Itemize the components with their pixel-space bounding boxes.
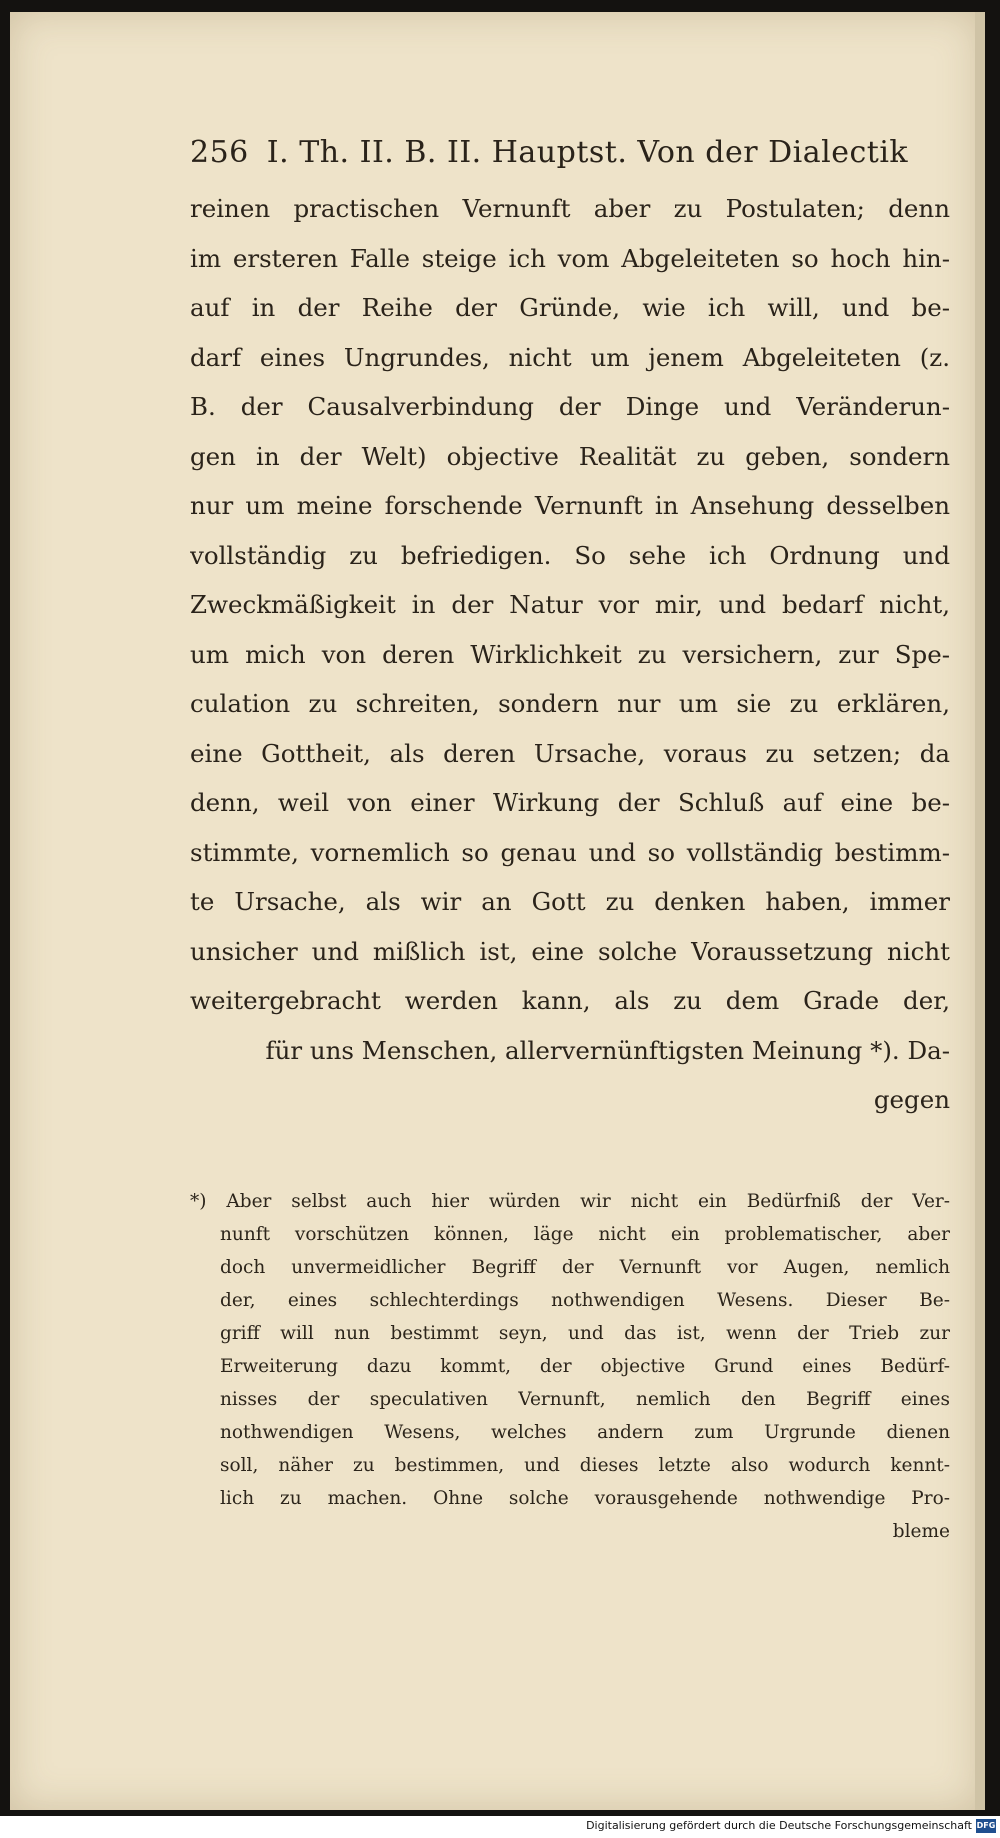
text-line: unsicher und mißlich ist, eine solche Voraussetzung nicht bbox=[190, 936, 950, 966]
page-header bbox=[190, 135, 950, 170]
footnote-line: der, eines schlechterdings nothwendigen Wesens. Dieser Be- bbox=[220, 1289, 950, 1311]
footnote-line: Erweiterung dazu kommt, der objective Grund eines Bedürf- bbox=[220, 1355, 950, 1377]
footnote-line: lich zu machen. Ohne solche vorausgehende nothwendige Pro- bbox=[220, 1487, 950, 1509]
footer-credit: Digitalisierung gefördert durch die Deutsche Forschungsgemeinschaft bbox=[586, 1819, 972, 1832]
footnote bbox=[190, 1185, 950, 1548]
text-line: reinen practischen Vernunft aber zu Postulaten; denn bbox=[190, 194, 950, 223]
text-line: denn, weil von einer Wirkung der Schluß auf eine be- bbox=[190, 788, 950, 817]
text-line: te Ursache, als wir an Gott zu denken haben, immer bbox=[190, 887, 950, 916]
footnote-line: nisses der speculativen Vernunft, nemlich den Begriff eines bbox=[220, 1388, 950, 1410]
page-edge bbox=[975, 12, 985, 1810]
text-line: B. der Causalverbindung der Dinge und Veränderun- bbox=[190, 392, 950, 421]
footnote-line: nothwendigen Wesens, welches andern zum Urgrunde dienen bbox=[220, 1421, 950, 1443]
text-line: culation zu schreiten, sondern nur um sie zu erklären, bbox=[190, 689, 950, 718]
text-line: stimmte, vornemlich so genau und so vollständig bestimm- bbox=[190, 837, 950, 867]
main-text bbox=[190, 184, 950, 1125]
text-line: nur um meine forschende Vernunft in Ansehung desselben bbox=[190, 491, 950, 520]
text-line: eine Gottheit, als deren Ursache, voraus zu setzen; da bbox=[190, 738, 950, 768]
footnote-line: nunft vorschützen können, läge nicht ein problematischer, aber bbox=[220, 1223, 950, 1245]
text-line: vollständig zu befriedigen. So sehe ich Ordnung und bbox=[190, 540, 950, 570]
text-line: weitergebracht werden kann, als zu dem Grade der, bbox=[190, 986, 950, 1015]
text-line: gen in der Welt) objective Realität zu geben, sondern bbox=[190, 441, 950, 471]
text-line: darf eines Ungrundes, nicht um jenem Abgeleiteten (z. bbox=[190, 342, 950, 372]
footnote-line: doch unvermeidlicher Begriff der Vernunft vor Augen, nemlich bbox=[220, 1256, 950, 1278]
text-line: für uns Menschen, allervernünftigsten Meinung *). Da- bbox=[265, 1035, 950, 1065]
catchword: gegen bbox=[873, 1085, 950, 1114]
footnote-line: soll, näher zu bestimmen, und dieses letzte also wodurch kennt- bbox=[220, 1454, 950, 1476]
page-content bbox=[190, 135, 950, 1548]
page-number: 256 bbox=[190, 135, 249, 170]
text-line: um mich von deren Wirklichkeit zu versichern, zur Spe- bbox=[190, 639, 950, 669]
digitization-footer bbox=[0, 1816, 1000, 1838]
running-head: I. Th. II. B. II. Hauptst. Von der Dialectik bbox=[266, 135, 909, 170]
text-line: auf in der Reihe der Gründe, wie ich will, und be- bbox=[190, 293, 950, 322]
footnote-line: *) Aber selbst auch hier würden wir nicht ein Bedürfniß der Ver- bbox=[190, 1190, 950, 1212]
dfg-logo: DFG bbox=[976, 1819, 996, 1833]
text-line: Zweckmäßigkeit in der Natur vor mir, und bedarf nicht, bbox=[190, 590, 950, 619]
footnote-line: griff will nun bestimmt seyn, und das ist, wenn der Trieb zur bbox=[220, 1322, 950, 1344]
text-line: im ersteren Falle steige ich vom Abgeleiteten so hoch hin- bbox=[190, 243, 950, 273]
footnote-catchword: bleme bbox=[892, 1520, 950, 1542]
